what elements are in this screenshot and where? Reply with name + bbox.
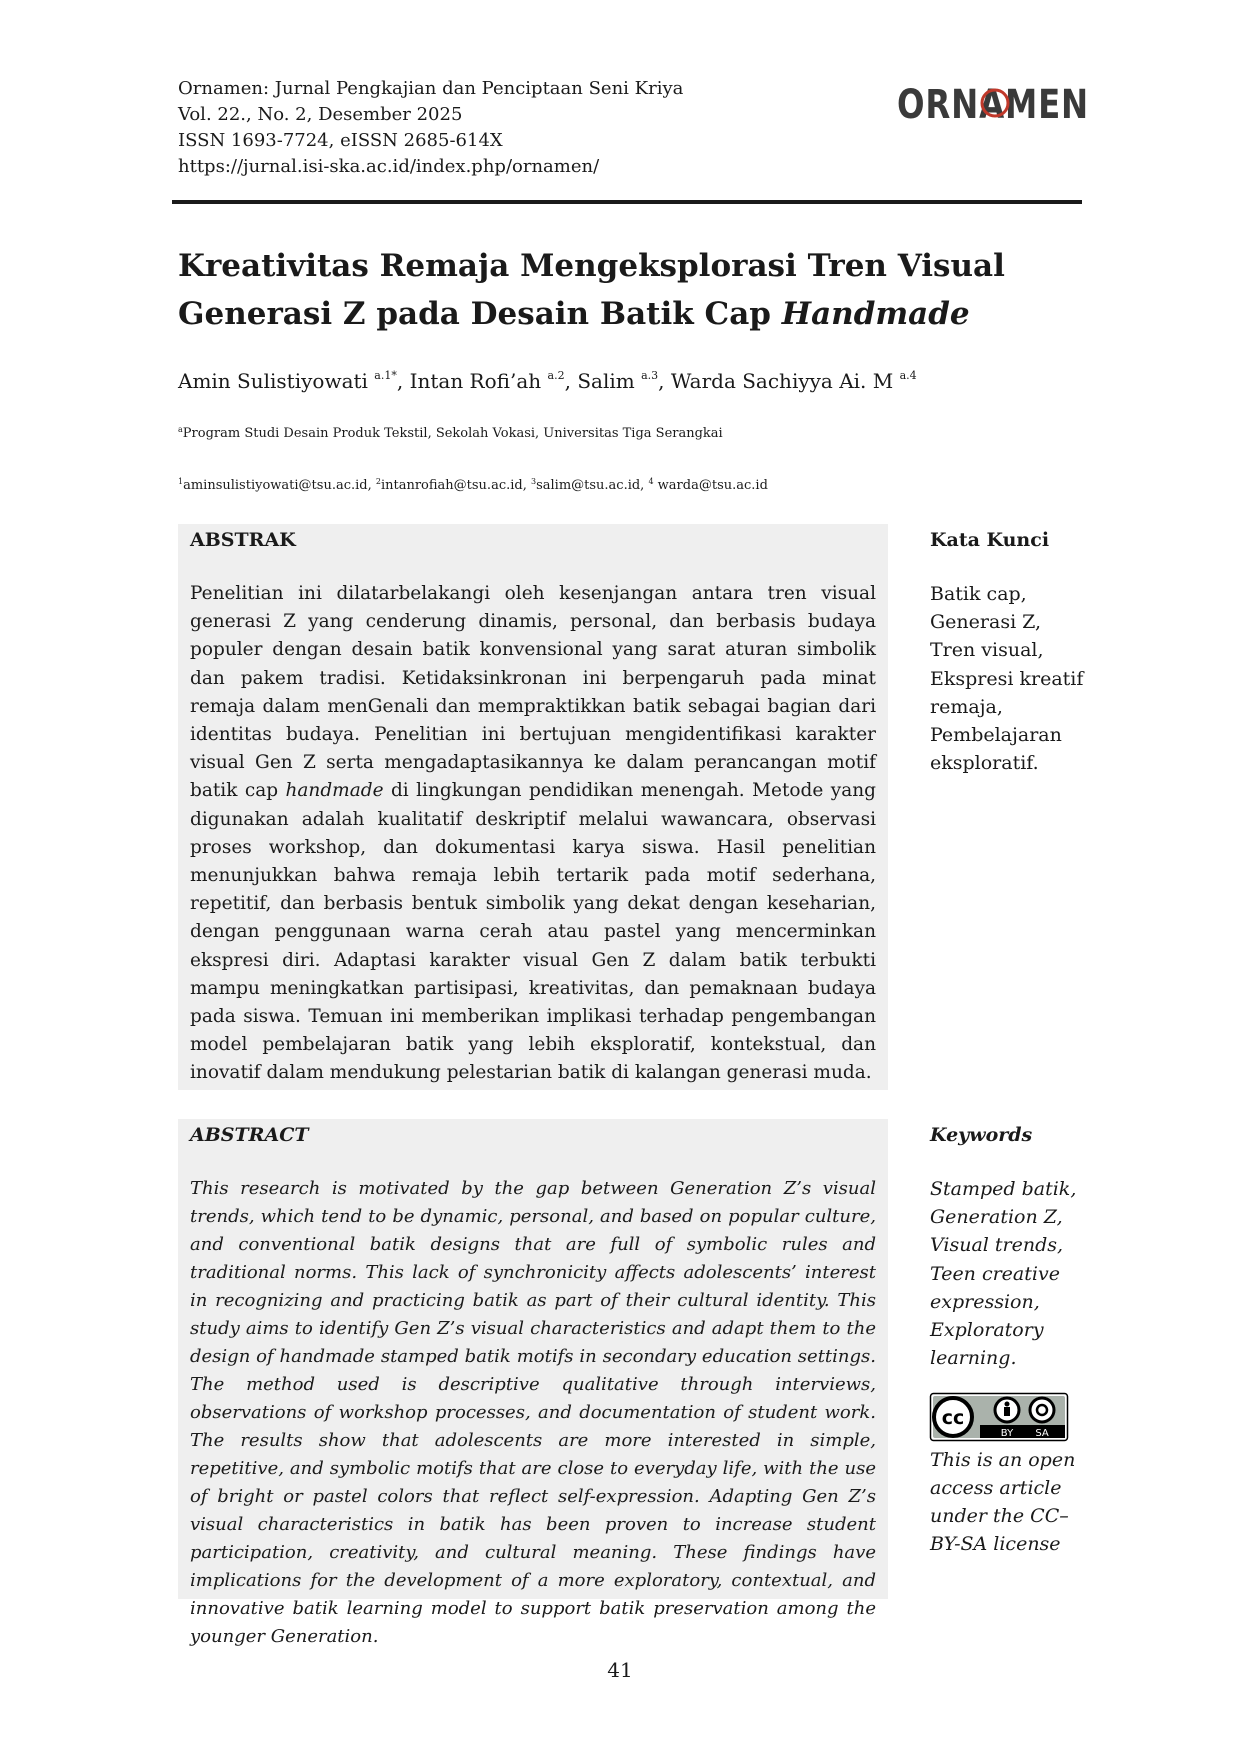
keyword-item: Pembelajaran — [930, 724, 1062, 747]
author-name: Intan Rofi’ah — [409, 369, 542, 393]
author-sup: a.4 — [899, 369, 917, 382]
keyword-item: Exploratory — [930, 1319, 1044, 1342]
keyword-item: expression, — [930, 1290, 1040, 1313]
header-rule — [172, 200, 1082, 204]
keyword-item: Batik cap, — [930, 583, 1027, 605]
journal-name: Ornamen: Jurnal Pengkajian dan Penciptaan Seni Kriya — [178, 78, 684, 99]
author-list — [178, 362, 917, 395]
author-sup: a.1* — [374, 369, 397, 382]
license-note: This is an open access article under the CC–BY-SA license — [930, 1449, 1076, 1555]
title-italic: Handmade — [781, 296, 970, 332]
keywords-list — [930, 1175, 1100, 1372]
cc-by-sa-badge-icon[interactable] — [930, 1393, 1068, 1441]
abstrak-text-part: Penelitian ini dilatarbelakangi oleh kesenjangan antara tren visual generasi Z yang cenderung dinamis, personal, dan berbasis budaya populer dengan desain batik konvensional yang sarat aturan simbolik dan pakem tradisi. Ketidaksinkronan ini berpengaruh pada minat remaja dalam menGenali dan mempraktikkan batik sebagai bagian dari identitas budaya. Penelitian ini bertujuan mengidentifikasi karakter visual Gen Z serta mengadaptasikannya ke dalam perancangan motif batik cap — [190, 583, 876, 802]
keyword-item: Teen creative — [930, 1262, 1060, 1285]
keyword-item: Visual trends, — [930, 1234, 1064, 1257]
email-link[interactable]: aminsulistiyowati@tsu.ac.id, — [183, 478, 376, 493]
keyword-item: Ekspresi kreatif — [930, 667, 1084, 690]
keyword-item: remaja, — [930, 695, 1003, 718]
author-separator: , — [658, 369, 671, 393]
author-sup: a.3 — [641, 369, 659, 382]
affiliation-sup: a — [178, 425, 183, 434]
kata-kunci-list — [930, 580, 1100, 777]
svg-text:cc: cc — [941, 1407, 965, 1429]
page-number: 41 — [607, 1658, 633, 1682]
email-sup: 2 — [375, 477, 381, 486]
title-main: Kreativitas Remaja Mengeksplorasi Tren Visual Generasi Z pada Desain Batik Cap — [178, 248, 1005, 332]
email-link[interactable]: intanrofiah@tsu.ac.id, — [380, 478, 531, 493]
affiliation-text: Program Studi Desain Produk Tekstil, Sekolah Vokasi, Universitas Tiga Serangkai — [182, 426, 723, 441]
author-emails — [178, 473, 768, 495]
abstrak-text-part: di lingkungan pendidikan menengah. Metode yang digunakan adalah kualitatif deskriptif melalui wawancara, observasi proses workshop, dan dokumentasi karya siswa. Hasil penelitian menunjukkan bahwa remaja lebih tertarik pada motif sederhana, repetitif, dan berbasis bentuk simbolik yang dekat dengan keseharian, dengan penggunaan warna cerah atau pastel yang mencerminkan ekspresi diri. Adaptasi karakter visual Gen Z dalam batik terbukti mampu meningkatkan partisipasi, kreativitas, dan pemaknaan budaya pada siswa. Temuan ini memberikan implikasi terhadap pengembangan model pembelajaran batik yang lebih eksploratif, kontekstual, dan inovatif dalam mendukung pelestarian batik di kalangan generasi muda. — [190, 780, 876, 1084]
keyword-item: Generation Z, — [930, 1206, 1063, 1229]
email-sup: 4 — [648, 477, 654, 486]
email-sup: 3 — [530, 477, 537, 486]
author-separator: , — [396, 369, 410, 393]
keyword-item: Stamped batik, — [930, 1178, 1077, 1200]
abstract-heading: ABSTRACT — [190, 1124, 309, 1146]
email-link[interactable]: warda@tsu.ac.id — [653, 478, 768, 493]
svg-text:BY: BY — [1000, 1428, 1014, 1439]
author-separator: , — [564, 369, 578, 393]
kata-kunci-panel — [930, 526, 1100, 777]
abstrak-italic-term: handmade — [285, 780, 384, 802]
svg-text:ORNAMEN: ORNAMEN — [897, 82, 1089, 128]
keyword-item: learning. — [930, 1347, 1017, 1370]
abstrak-heading: ABSTRAK — [190, 529, 296, 551]
journal-volume: Vol. 22., No. 2, Desember 2025 — [178, 104, 463, 125]
abstract-text: This research is motivated by the gap between Generation Z’s visual trends, which tend to be dynamic, personal, and based on popular culture, and conventional batik designs that are full of symbolic rules and traditional norms. This lack of synchronicity affects adolescents’ interest in recognizing and practicing batik as part of their cultural identity. This study aims to identify Gen Z’s visual characteristics and adapt them to the design of handmade stamped batik motifs in secondary education settings. The method used is descriptive qualitative through interviews, observations of workshop processes, and documentation of student work. The results show that adolescents are more interested in simple, repetitive, and symbolic motifs that are close to everyday life, with the use of bright or pastel colors that reflect self-expression. Adapting Gen Z’s visual characteristics in batik has been proven to increase student participation, creativity, and cultural meaning. These findings have implications for the development of a more exploratory, contextual, and innovative batik learning model to support batik preservation among the younger Generation. — [190, 1178, 876, 1647]
abstrak-text — [190, 580, 876, 1088]
author-sup: a.2 — [547, 369, 565, 382]
email-sup: 1 — [178, 477, 184, 486]
abstract-box — [178, 1119, 888, 1647]
keywords-panel — [930, 1121, 1100, 1372]
svg-text:SA: SA — [1035, 1428, 1049, 1439]
keywords-heading: Keywords — [930, 1124, 1033, 1146]
author-name: Warda Sachiyya Ai. M — [670, 369, 894, 393]
author-name: Amin Sulistiyowati — [178, 369, 368, 393]
keyword-item: Generasi Z, — [930, 611, 1042, 634]
affiliation — [178, 421, 723, 443]
keyword-item: Tren visual, — [930, 639, 1044, 662]
keyword-item: eksploratif. — [930, 752, 1039, 775]
email-link[interactable]: salim@tsu.ac.id, — [536, 478, 649, 493]
ornamen-logo — [895, 78, 1095, 128]
author-name: Salim — [577, 369, 635, 393]
paper-title — [178, 242, 1118, 338]
journal-issn: ISSN 1693-7724, eISSN 2685-614X — [178, 130, 503, 151]
kata-kunci-heading: Kata Kunci — [930, 529, 1050, 551]
journal-url[interactable]: https://jurnal.isi-ska.ac.id/index.php/ornamen/ — [178, 156, 600, 177]
abstrak-box — [178, 524, 888, 1090]
